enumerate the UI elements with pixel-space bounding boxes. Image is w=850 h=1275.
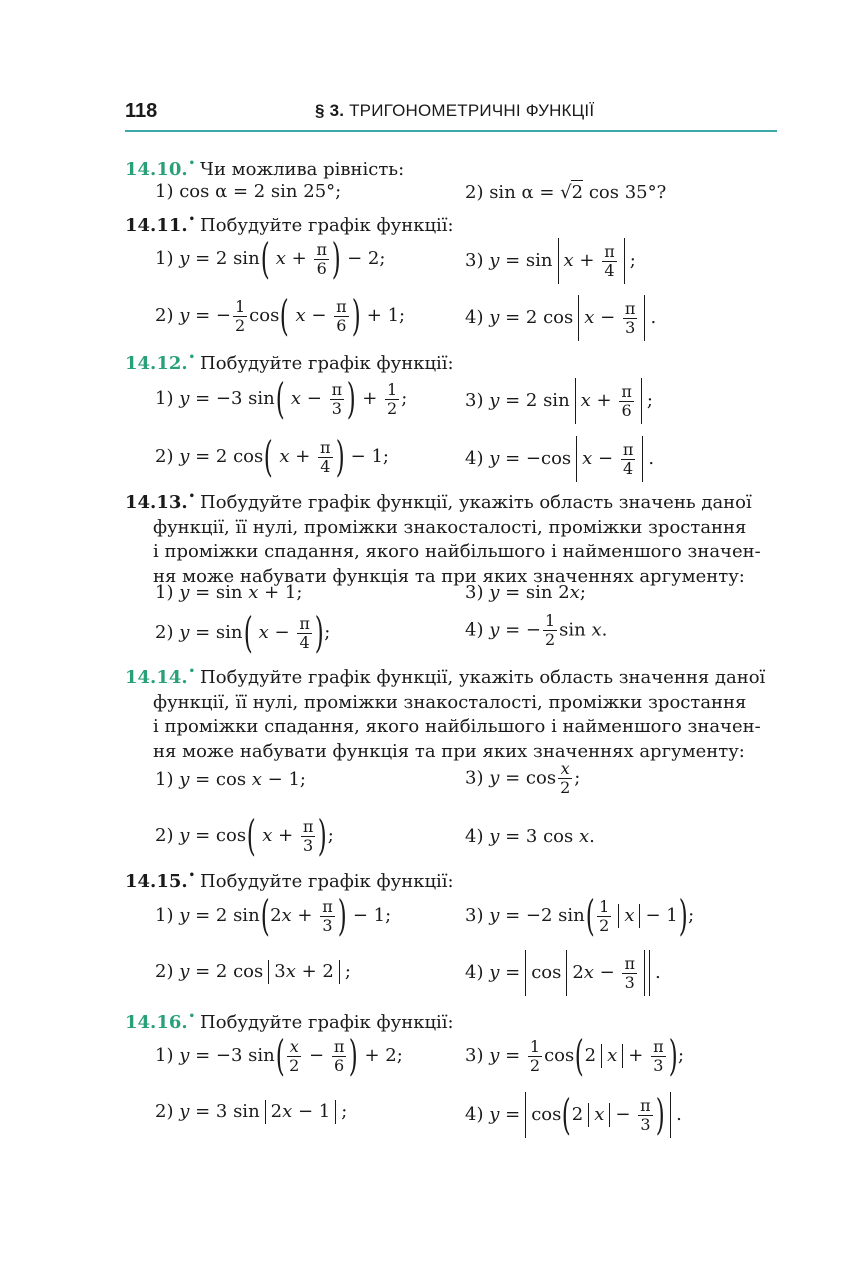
item-14-10-1: 1) cos α = 2 sin 25°; bbox=[155, 181, 342, 202]
problem-line: ня може набувати функція та при яких значеннях аргументу: bbox=[153, 565, 745, 587]
problem-line: і проміжки спадання, якого найбільшого і найменшого значен- bbox=[153, 716, 761, 737]
problem-text: Побудуйте графік функції: bbox=[200, 1012, 454, 1033]
page-header bbox=[125, 96, 777, 132]
section-mark: § 3. bbox=[315, 101, 345, 120]
item-14-16-4: 4) y = cos(2 x − $\frac{\pi}{3}$ ) . bbox=[465, 1090, 682, 1139]
problem-14-11: 14.11.• Побудуйте графік функції: bbox=[125, 214, 454, 236]
problem-number: 14.14. bbox=[125, 667, 188, 688]
item-14-15-3: 3) y = −2 sin( $\frac{1}{2}$ x − 1); bbox=[465, 891, 695, 940]
problem-14-10: 14.10.• Чи можлива рівність: bbox=[125, 158, 405, 180]
problem-number: 14.16. bbox=[125, 1012, 188, 1033]
item-14-13-1: 1) y = sin x + 1; bbox=[155, 582, 303, 603]
problem-number: 14.15. bbox=[125, 871, 188, 892]
problem-number: 14.11. bbox=[125, 215, 188, 236]
item-14-12-2: 2) y = 2 cos( x + $\frac{\pi}{4}$ ) − 1; bbox=[155, 432, 389, 481]
problem-line: функції, її нулі, проміжки знакосталості, проміжки зростання bbox=[153, 516, 747, 538]
item-14-13-2: 2) y = sin( x − $\frac{\pi}{4}$ ); bbox=[155, 608, 331, 657]
problem-line: функції, її нулі, проміжки знакосталості, проміжки зростання bbox=[153, 691, 747, 713]
section-title: ТРИГОНОМЕТРИЧНІ ФУНКЦІЇ bbox=[349, 101, 595, 120]
problem-line: ня може набувати функція та при яких значеннях аргументу: bbox=[153, 740, 745, 762]
item-14-15-1: 1) y = 2 sin(2x + $\frac{\pi}{3}$ ) − 1; bbox=[155, 891, 392, 940]
problem-text: Побудуйте графік функції: bbox=[200, 215, 454, 236]
problem-number: 14.12. bbox=[125, 353, 188, 374]
problem-14-16: 14.16.• Побудуйте графік функції: bbox=[125, 1011, 454, 1033]
item-14-15-2: 2) y = 2 cos 3x + 2 ; bbox=[155, 961, 351, 982]
problem-14-13: 14.13.• Побудуйте графік функції, укажіть область значень даної функції, її нулі, проміжки знакосталості, проміжки зростання і проміжки спадання, якого найбільшого і найменшого значен- ня може набувати функція та при яких значеннях аргументу: bbox=[125, 485, 777, 589]
problem-line: Побудуйте графік функції, укажіть область значення даної bbox=[200, 667, 766, 688]
problem-14-14: 14.14.• Побудуйте графік функції, укажіть область значення даної функції, її нулі, проміжки знакосталості, проміжки зростання і проміжки спадання, якого найбільшого і найменшого значен- ня може набувати функція та при яких значеннях аргументу: bbox=[125, 660, 777, 764]
item-14-14-4: 4) y = 3 cos x. bbox=[465, 826, 595, 847]
item-14-11-3: 3) y = sin x + $\frac{\pi}{4}$ ; bbox=[465, 238, 636, 284]
item-14-16-3: 3) y = $\frac{1}{2}$ cos(2 x + $\frac{\pi}{3}$ ); bbox=[465, 1031, 685, 1080]
item-14-12-1: 1) y = −3 sin( x − $\frac{\pi}{3}$ ) + $\frac{1}{2}$ ; bbox=[155, 374, 408, 423]
item-14-16-1: 1) y = −3 sin( $\frac{x}{2}$ − $\frac{\pi}{6}$ ) + 2; bbox=[155, 1031, 403, 1080]
problem-text: Побудуйте графік функції: bbox=[200, 871, 454, 892]
item-14-14-2: 2) y = cos( x + $\frac{\pi}{3}$ ); bbox=[155, 811, 334, 860]
problem-line: Побудуйте графік функції, укажіть область значень даної bbox=[200, 492, 752, 513]
item-14-13-4: 4) y = − $\frac{1}{2}$ sin x. bbox=[465, 611, 608, 649]
item-14-11-2: 2) y = − $\frac{1}{2}$ cos( x − $\frac{\pi}{6}$ ) + 1; bbox=[155, 291, 406, 340]
problem-text: Побудуйте графік функції: bbox=[200, 353, 454, 374]
problem-line: і проміжки спадання, якого найбільшого і найменшого значен- bbox=[153, 541, 761, 562]
problem-14-15: 14.15.• Побудуйте графік функції: bbox=[125, 870, 454, 892]
problem-14-12: 14.12.• Побудуйте графік функції: bbox=[125, 352, 454, 374]
item-14-14-1: 1) y = cos x − 1; bbox=[155, 769, 306, 790]
problem-text: Чи можлива рівність: bbox=[200, 159, 405, 180]
running-head bbox=[315, 101, 594, 121]
item-14-10-2: 2) sin α = √2 cos 35°? bbox=[465, 182, 667, 203]
item-14-14-3: 3) y = cos $\frac{x}{2}$ ; bbox=[465, 759, 581, 797]
item-14-15-4: 4) y = cos 2x − $\frac{\pi}{3}$ . bbox=[465, 950, 661, 996]
item-14-12-4: 4) y = −cos x − $\frac{\pi}{4}$ . bbox=[465, 436, 654, 482]
item-14-16-2: 2) y = 3 sin 2x − 1 ; bbox=[155, 1101, 348, 1122]
problem-number: 14.10. bbox=[125, 159, 188, 180]
page-number: 118 bbox=[125, 100, 158, 122]
problem-number: 14.13. bbox=[125, 492, 188, 513]
item-14-12-3: 3) y = 2 sin x + $\frac{\pi}{6}$ ; bbox=[465, 378, 653, 424]
item-14-13-3: 3) y = sin 2x; bbox=[465, 582, 586, 603]
item-14-11-1: 1) y = 2 sin( x + $\frac{\pi}{6}$ ) − 2; bbox=[155, 234, 386, 283]
item-14-11-4: 4) y = 2 cos x − $\frac{\pi}{3}$ . bbox=[465, 295, 656, 341]
